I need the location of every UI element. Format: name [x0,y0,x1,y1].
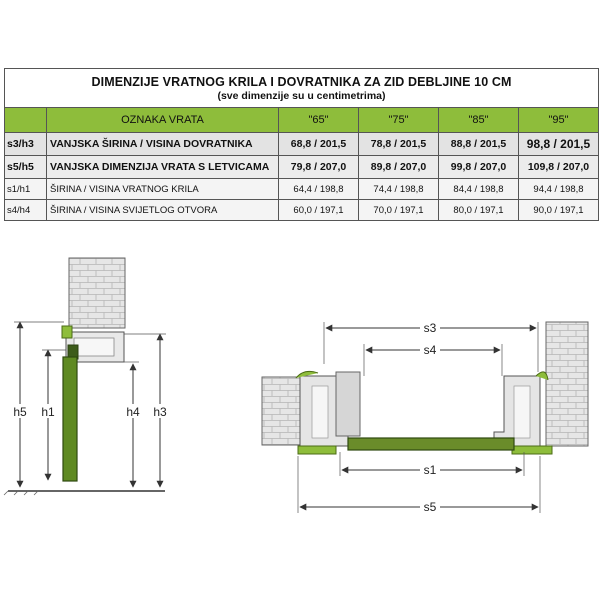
label-s5: s5 [423,500,437,514]
door-leaf-side [63,357,77,481]
row-value: 89,8 / 207,0 [359,156,439,179]
row-value: 90,0 / 197,1 [519,200,599,221]
row-value: 70,0 / 197,1 [359,200,439,221]
header-col-75: "75" [359,108,439,133]
row-value: 64,4 / 198,8 [279,179,359,200]
row-code: s1/h1 [5,179,47,200]
header-col-65: "65" [279,108,359,133]
label-h5: h5 [13,405,27,419]
top-view [262,319,588,514]
door-leaf-top [348,438,514,450]
row-label: ŠIRINA / VISINA SVIJETLOG OTVORA [47,200,279,221]
frame-left-jamb [336,372,360,436]
label-h4: h4 [126,405,140,419]
table-title: DIMENZIJE VRATNOG KRILA I DOVRATNIKA ZA ZID DEBLJINE 10 CM [91,74,512,89]
header-col-85: "85" [439,108,519,133]
wall-left [262,377,302,445]
label-s3: s3 [423,321,437,335]
row-value: 88,8 / 201,5 [439,133,519,156]
row-value: 109,8 / 207,0 [519,156,599,179]
row-code: s3/h3 [5,133,47,156]
row-code: s5/h5 [5,156,47,179]
trim-right-bottom [512,446,552,454]
table-subtitle: (sve dimenzije su u centimetrima) [217,89,386,102]
row-value: 80,0 / 197,1 [439,200,519,221]
row-value: 60,0 / 197,1 [279,200,359,221]
row-value: 79,8 / 207,0 [279,156,359,179]
label-s4: s4 [423,343,437,357]
row-value: 78,8 / 201,5 [359,133,439,156]
header-col-95: "95" [519,108,599,133]
row-value: 84,4 / 198,8 [439,179,519,200]
row-code: s4/h4 [5,200,47,221]
trim-strip-top [62,326,72,338]
header-label: OZNAKA VRATA [47,108,279,133]
row-value: 99,8 / 207,0 [439,156,519,179]
label-h3: h3 [153,405,167,419]
row-label: VANJSKA ŠIRINA / VISINA DOVRATNIKA [47,133,279,156]
row-value: 74,4 / 198,8 [359,179,439,200]
label-s1: s1 [423,463,437,477]
row-value: 98,8 / 201,5 [519,133,599,156]
label-h1: h1 [41,405,55,419]
side-view [4,258,170,495]
row-value: 68,8 / 201,5 [279,133,359,156]
trim-left-bottom [298,446,336,454]
row-value: 94,4 / 198,8 [519,179,599,200]
frame-head-inner [74,338,114,356]
row-label: ŠIRINA / VISINA VRATNOG KRILA [47,179,279,200]
wall-right [546,322,588,446]
row-label: VANJSKA DIMENZIJA VRATA S LETVICAMA [47,156,279,179]
wall-lintel [69,258,125,328]
